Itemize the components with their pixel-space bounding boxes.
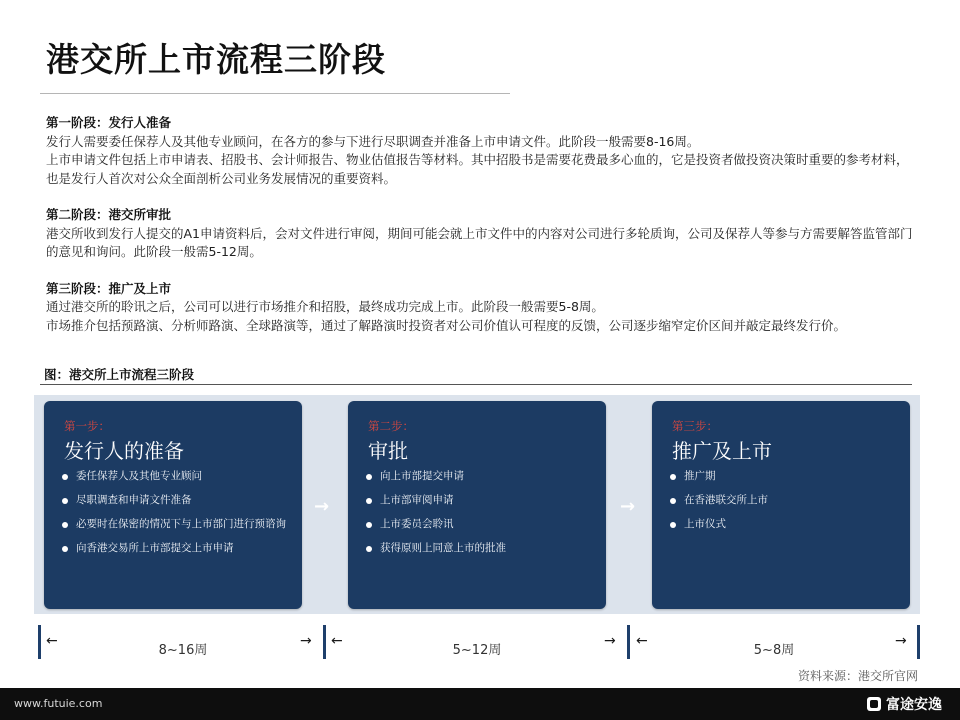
bullet-icon	[62, 546, 68, 552]
figure-divider	[40, 384, 912, 385]
left-arrow-icon: ←	[331, 633, 343, 649]
right-arrow-icon: →	[895, 633, 907, 649]
list-item-text: 推广期	[684, 470, 716, 482]
footer-url: www.futuie.com	[14, 697, 103, 710]
bullet-icon	[62, 522, 68, 528]
step-title: 审批	[368, 439, 408, 463]
list-item	[668, 469, 900, 484]
list-item	[364, 517, 596, 532]
list-item	[668, 517, 900, 532]
list-item	[60, 517, 292, 532]
right-arrow-icon: →	[300, 633, 312, 649]
list-item	[60, 469, 292, 484]
step-item-list	[668, 469, 900, 541]
section-heading: 第一阶段：发行人准备	[46, 115, 172, 130]
step-label: 第二步：	[368, 419, 414, 433]
title-divider	[40, 93, 510, 94]
list-item-text: 上市部审阅申请	[380, 494, 454, 506]
list-item	[364, 541, 596, 556]
list-item-text: 上市仪式	[684, 518, 726, 530]
step-item-list	[60, 469, 292, 565]
step-card-2	[348, 401, 606, 609]
timeline-tick	[323, 625, 326, 659]
section-paragraph: 上市申请文件包括上市申请表、招股书、会计师报告、物业估值报告等材料。其中招股书是需要花费最多心血的，它是投资者做投资决策时重要的参考材料，也是发行人首次对公众全面剖析公司业务发展情况的重要资料。	[46, 152, 909, 186]
bullet-icon	[670, 498, 676, 504]
list-item-text: 在香港联交所上市	[684, 494, 768, 506]
bullet-icon	[366, 474, 372, 480]
list-item	[364, 469, 596, 484]
bullet-icon	[366, 522, 372, 528]
right-arrow-icon: →	[314, 496, 330, 517]
section-stage-1	[46, 114, 916, 188]
section-heading: 第三阶段：推广及上市	[46, 280, 172, 296]
period-label-stage-3: 5~8周	[753, 643, 795, 658]
step-title: 发行人的准备	[64, 439, 184, 463]
section-heading: 第二阶段：港交所审批	[46, 207, 172, 222]
section-paragraph: 发行人需要委任保荐人及其他专业顾问，在各方的参与下进行尽职调查并准备上市申请文件。此阶段一般需要8-16周。	[46, 133, 700, 149]
list-item	[364, 493, 596, 508]
step-card-3	[652, 401, 910, 609]
step-label: 第一步：	[64, 419, 110, 433]
brand-mark-icon	[867, 697, 881, 711]
section-paragraph: 通过港交所的聆讯之后，公司可以进行市场推介和招股，最终成功完成上市。此阶段一般需要5-8周。	[46, 299, 604, 314]
period-label-stage-1: 8~16周	[158, 643, 208, 658]
page-title: 港交所上市流程三阶段	[46, 40, 386, 79]
body-text	[46, 114, 916, 353]
footer-bar	[0, 688, 960, 720]
period-label-stage-2: 5~12周	[452, 643, 502, 658]
bullet-icon	[366, 498, 372, 504]
step-card-1	[44, 401, 302, 609]
list-item-text: 委任保荐人及其他专业顾问	[76, 470, 202, 482]
list-item-text: 上市委员会聆讯	[380, 518, 454, 530]
source-note: 资料来源：港交所官网	[797, 669, 918, 683]
figure-caption: 图：港交所上市流程三阶段	[44, 367, 195, 382]
section-stage-2	[46, 206, 916, 262]
step-title: 推广及上市	[672, 439, 772, 463]
list-item-text: 向香港交易所上市部提交上市申请	[76, 542, 234, 554]
timeline-tick	[627, 625, 630, 659]
bullet-icon	[62, 474, 68, 480]
brand-logo	[867, 694, 942, 714]
section-stage-3	[46, 280, 916, 336]
left-arrow-icon: ←	[46, 633, 58, 649]
bullet-icon	[670, 522, 676, 528]
right-arrow-icon: →	[620, 496, 636, 517]
timeline-tick	[38, 625, 41, 659]
brand-name: 富途安逸	[886, 697, 942, 713]
bullet-icon	[62, 498, 68, 504]
list-item-text: 向上市部提交申请	[380, 470, 464, 482]
list-item	[60, 493, 292, 508]
list-item-text: 必要时在保密的情况下与上市部门进行预谘询	[76, 518, 286, 530]
section-paragraph: 港交所收到发行人提交的A1申请资料后，会对文件进行审阅，期间可能会就上市文件中的内容对公司进行多轮质询，公司及保荐人等参与方需要解答监管部门的意见和询问。此阶段一般需5-12周。	[46, 225, 913, 259]
list-item-text: 尽职调查和申请文件准备	[76, 494, 192, 506]
section-paragraph: 市场推介包括预路演、分析师路演、全球路演等，通过了解路演时投资者对公司价值认可程度的反馈，公司逐步缩窄定价区间并敲定最终发行价。	[46, 317, 847, 333]
right-arrow-icon: →	[604, 633, 616, 649]
step-label: 第三步：	[672, 419, 718, 433]
list-item-text: 获得原则上同意上市的批准	[380, 542, 506, 554]
bullet-icon	[670, 474, 676, 480]
timeline-tick	[917, 625, 920, 659]
left-arrow-icon: ←	[636, 633, 648, 649]
bullet-icon	[366, 546, 372, 552]
step-item-list	[364, 469, 596, 565]
list-item	[668, 493, 900, 508]
list-item	[60, 541, 292, 556]
